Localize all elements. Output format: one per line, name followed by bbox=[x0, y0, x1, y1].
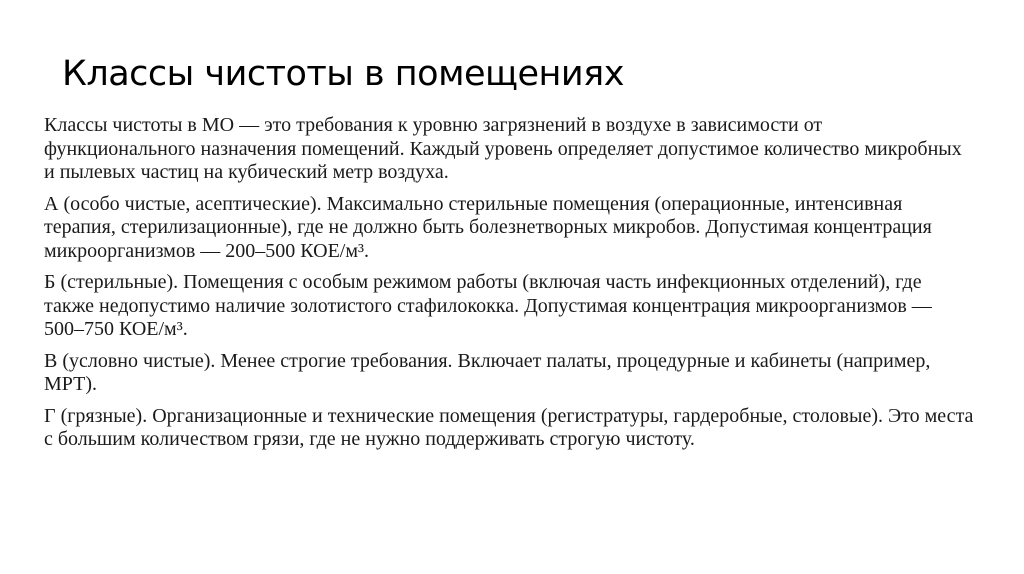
paragraph-class-a: А (особо чистые, асептические). Максимально стерильные помещения (операционные, интенсивная терапия, стерилизационные), где не должно быть болезнетворных микробов. Допустимая концентрация микроорганизмов — 200–500 КОЕ/м³. bbox=[44, 192, 932, 262]
slide-body bbox=[44, 114, 974, 460]
paragraph-class-b: Б (стерильные). Помещения с особым режимом работы (включая часть инфекционных отделений), где также недопустимо наличие золотистого стафилококка. Допустимая концентрация микроорганизмов — 500–750 КОЕ/м³. bbox=[44, 271, 932, 340]
slide-title: Классы чистоты в помещениях bbox=[62, 54, 624, 94]
paragraph-intro: Классы чистоты в МО — это требования к уровню загрязнений в воздухе в зависимости от функционального назначения помещений. Каждый уровень определяет допустимое количество микробных и пылевых частиц на кубический метр воздуха. bbox=[44, 114, 962, 183]
paragraph-class-v: В (условно чистые). Менее строгие требования. Включает палаты, процедурные и кабинеты (например, МРТ). bbox=[44, 349, 931, 395]
paragraph-class-g: Г (грязные). Организационные и технические помещения (регистратуры, гардеробные, столовые). Это места с большим количеством грязи, где не нужно поддерживать строгую чистоту. bbox=[44, 404, 974, 450]
